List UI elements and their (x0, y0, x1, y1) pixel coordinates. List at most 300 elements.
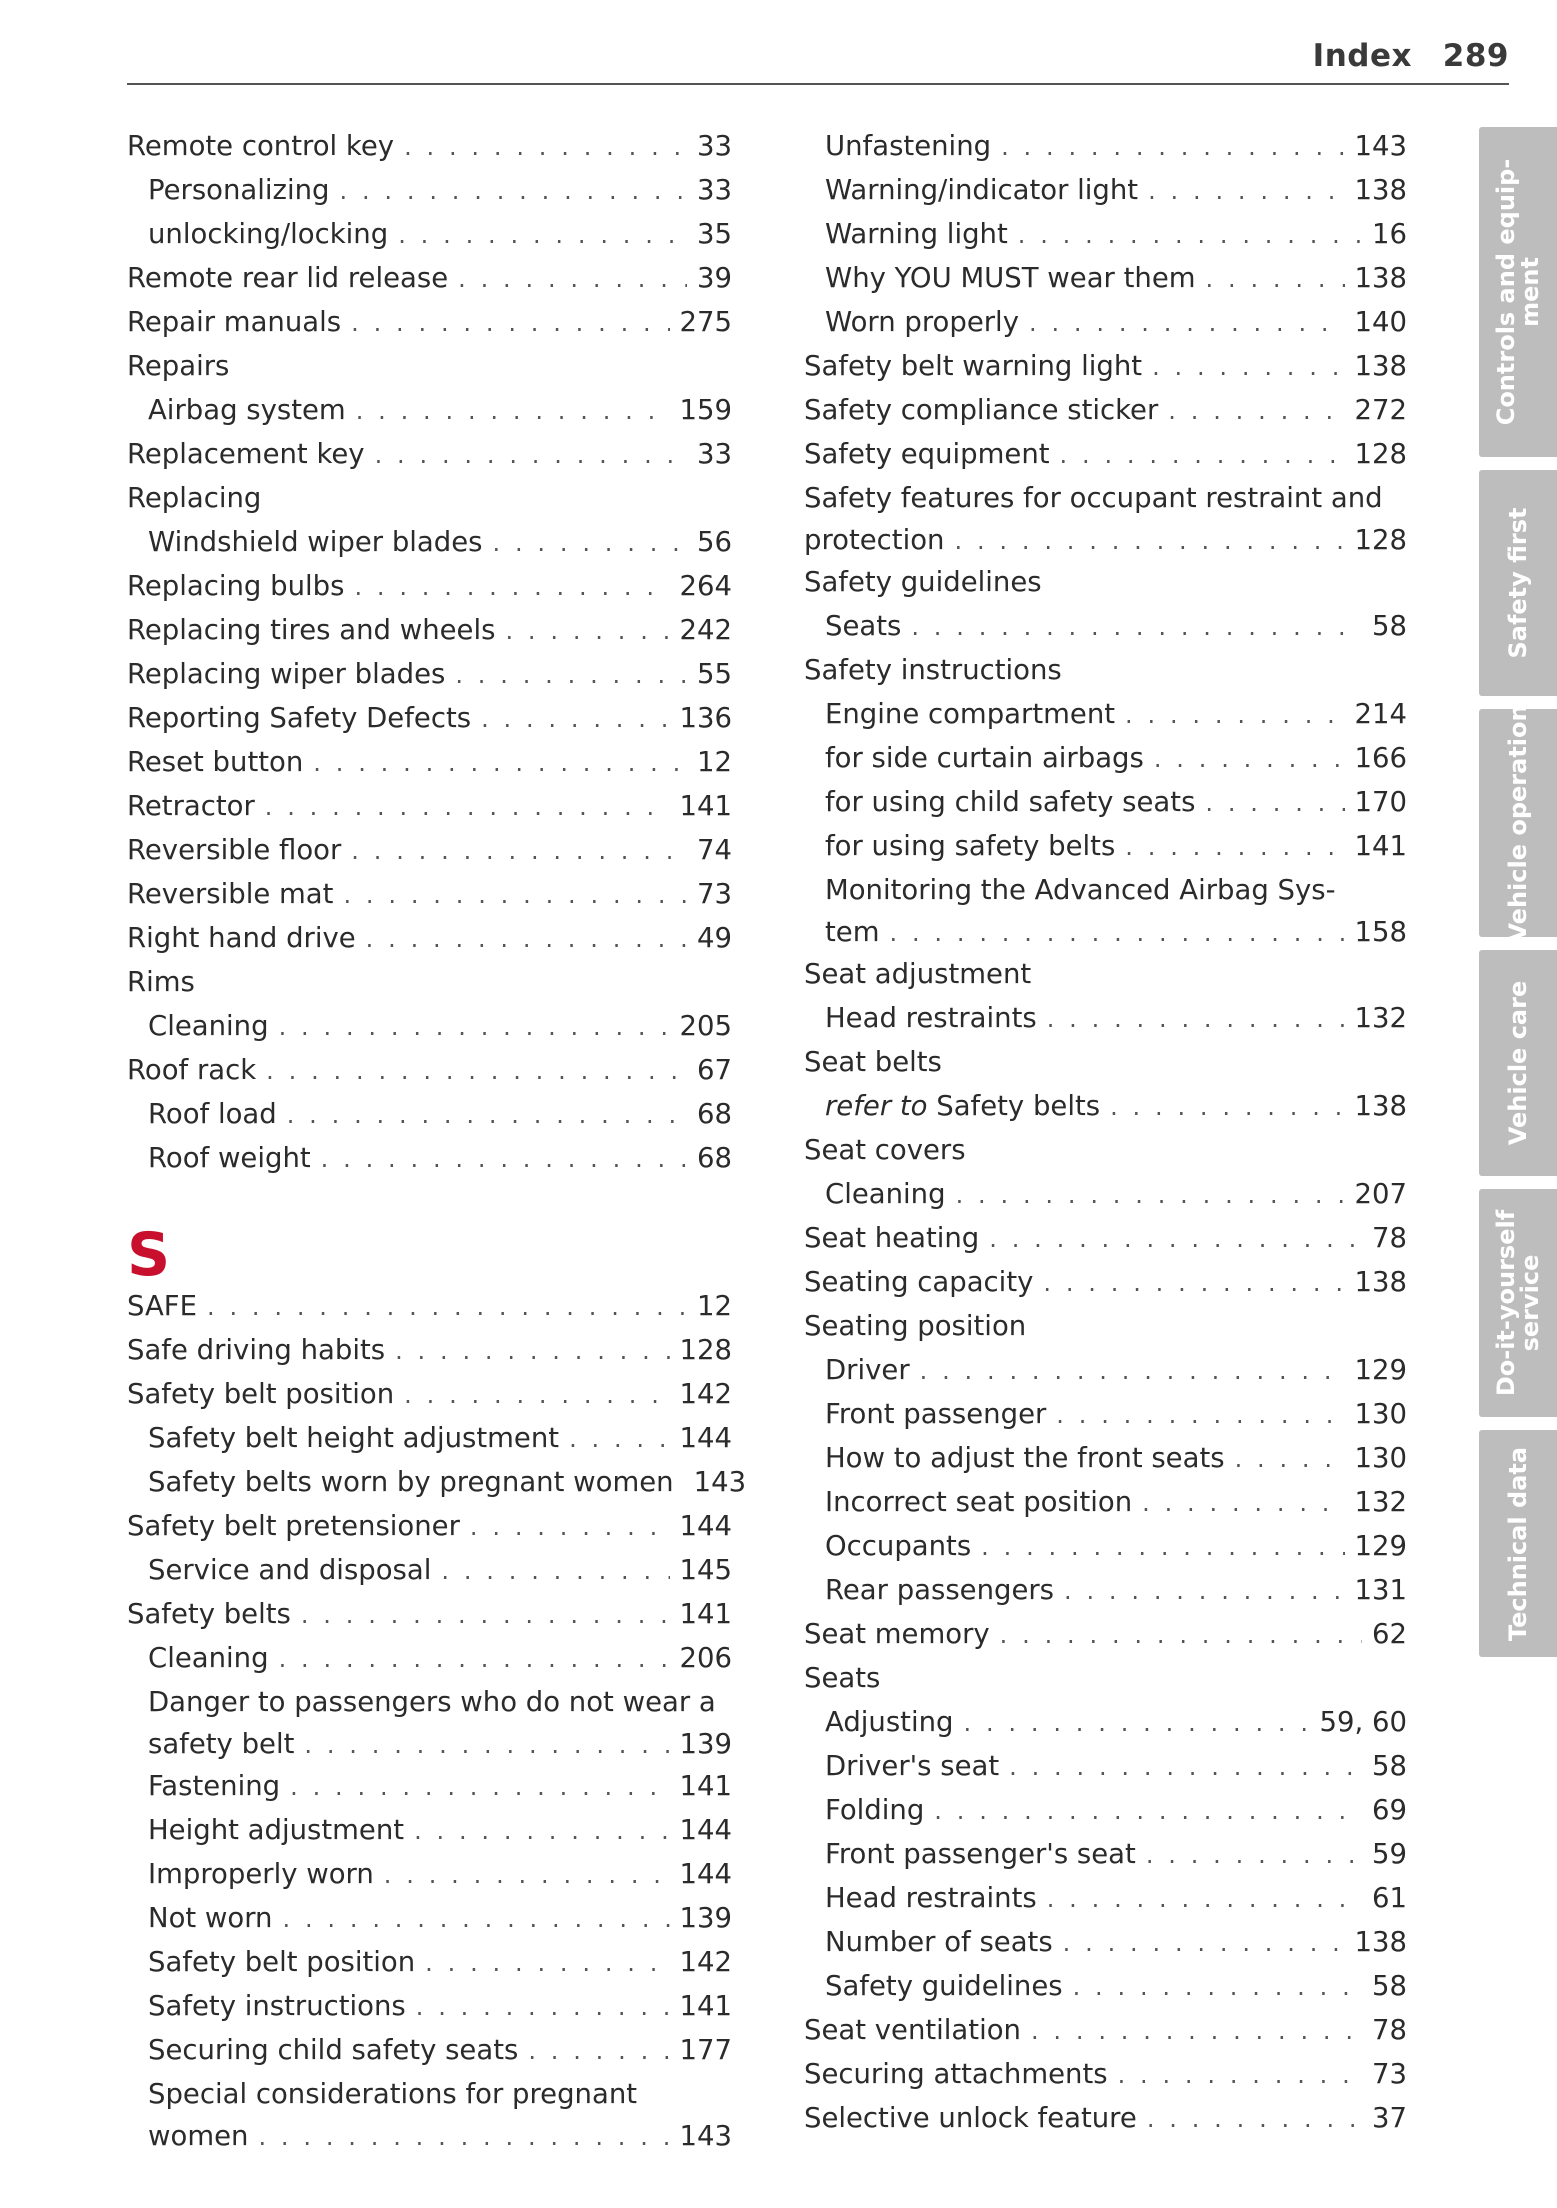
index-entry (127, 652, 732, 696)
entry-page-number: 242 (679, 614, 732, 646)
dot-leader (351, 829, 687, 873)
entry-term-text: women (148, 2120, 249, 2152)
entry-term-text: Roof rack (127, 1054, 257, 1086)
dot-leader (1043, 1261, 1344, 1305)
entry-term (804, 1656, 880, 1700)
entry-term (825, 1348, 910, 1392)
section-tab-label-line: Safety first (1504, 507, 1532, 659)
entry-page-number: 129 (1354, 1530, 1407, 1562)
dot-leader (481, 697, 669, 741)
entry-term (804, 1216, 979, 1260)
entry-term (825, 736, 1144, 780)
index-subentry (127, 2028, 732, 2072)
entry-term (148, 1136, 311, 1180)
dot-leader (1148, 169, 1344, 213)
entry-term (825, 168, 1138, 212)
entry-term-text: Safety instructions (148, 1990, 406, 2022)
entry-page-number: 68 (697, 1142, 732, 1174)
index-subentry (127, 1808, 732, 1852)
entry-page-number: 61 (1372, 1882, 1407, 1914)
entry-page-number: 33 (697, 130, 732, 162)
entry-term-text: Height adjustment (148, 1814, 405, 1846)
entry-term (825, 256, 1196, 300)
index-subentry (804, 256, 1407, 300)
index-subentry (127, 1896, 732, 1940)
entry-term-text: Airbag system (148, 394, 346, 426)
dot-leader (258, 2117, 669, 2157)
entry-term (148, 1636, 269, 1680)
index-subentry (804, 736, 1407, 780)
index-subentry (804, 1788, 1407, 1832)
entry-term-text: Fastening (148, 1770, 281, 1802)
entry-term-text: Safety belt position (127, 1378, 395, 1410)
entry-term-text: Seating position (804, 1310, 1027, 1342)
entry-page-number: 142 (679, 1946, 732, 1978)
dot-leader (1147, 2097, 1362, 2141)
entry-term (127, 564, 344, 608)
entry-term (825, 824, 1115, 868)
entry-page-number: 144 (679, 1814, 732, 1846)
letter-spacer (127, 1180, 732, 1196)
entry-term-text: Seat covers (804, 1134, 966, 1166)
index-entry (127, 784, 732, 828)
index-subentry (127, 1416, 732, 1460)
section-tab-label (1506, 507, 1530, 658)
entry-term (148, 1808, 404, 1852)
entry-term-text: Safety belts (936, 1090, 1101, 1122)
index-subentry (804, 1700, 1407, 1744)
entry-page-number: 37 (1372, 2102, 1407, 2134)
dot-leader (1142, 1481, 1344, 1525)
dot-leader (343, 873, 687, 917)
entry-term-text: Reset button (127, 746, 304, 778)
entry-term-text: protection (804, 524, 945, 556)
index-subentry (127, 520, 732, 564)
entry-term-text: Service and disposal (148, 1554, 432, 1586)
header-rule (127, 83, 1509, 85)
entry-page-number: 205 (679, 1010, 732, 1042)
index-entry (127, 1284, 732, 1328)
entry-term (148, 1724, 294, 1764)
dot-leader (279, 1005, 670, 1049)
entry-page-number: 33 (697, 174, 732, 206)
dot-leader (1009, 1745, 1362, 1789)
entry-term-text: Adjusting (825, 1706, 954, 1738)
dot-leader (265, 785, 670, 829)
index-entry (804, 2008, 1407, 2052)
index-subentry (804, 1744, 1407, 1788)
dot-leader (313, 741, 687, 785)
entry-term-text: Monitoring the Advanced Airbag Sys- (825, 874, 1336, 906)
dot-leader (375, 433, 687, 477)
dot-leader (301, 1593, 670, 1637)
entry-term (148, 1940, 415, 1984)
entry-term-text: Seat ventilation (804, 2014, 1021, 2046)
entry-page-number: 73 (697, 878, 732, 910)
entry-page-number: 141 (679, 1990, 732, 2022)
index-entry (127, 696, 732, 740)
entry-term-text: Safety belts (127, 1598, 291, 1630)
dot-leader (1118, 2053, 1362, 2097)
dot-leader (1125, 825, 1344, 869)
section-tab-label-line: Technical data (1504, 1446, 1532, 1641)
entry-page-number: 16 (1372, 218, 1407, 250)
index-entry (804, 1304, 1407, 1348)
entry-page-number: 138 (1354, 1090, 1407, 1122)
entry-page-number: 136 (679, 702, 732, 734)
entry-term (804, 2096, 1137, 2140)
entry-term-text: Safe driving habits (127, 1334, 386, 1366)
entry-page-number: 69 (1372, 1794, 1407, 1826)
index-entry (804, 344, 1407, 388)
index-entry (804, 388, 1407, 432)
section-tab[interactable] (1479, 1430, 1557, 1657)
index-subentry (804, 1436, 1407, 1480)
entry-term-text: Warning light (825, 218, 1008, 250)
entry-term (127, 124, 394, 168)
dot-leader (1073, 1965, 1362, 2009)
dot-leader (416, 1985, 670, 2029)
index-subentry (804, 1876, 1407, 1920)
entry-term (127, 300, 341, 344)
entry-term-text: Repair manuals (127, 306, 342, 338)
dot-leader (287, 1093, 687, 1137)
dot-leader (290, 1765, 669, 1809)
entry-term (825, 692, 1115, 736)
dot-leader (492, 521, 687, 565)
index-entry (804, 560, 1407, 604)
dot-leader (569, 1417, 669, 1461)
entry-page-number: 159 (679, 394, 732, 426)
entry-term (148, 212, 388, 256)
entry-term-prefix: refer to (825, 1090, 928, 1122)
entry-page-number: 78 (1372, 1222, 1407, 1254)
index-subentry (127, 1724, 732, 1764)
entry-term (127, 1372, 394, 1416)
entry-term-text: Safety instructions (804, 654, 1062, 686)
entry-page-number: 138 (1354, 174, 1407, 206)
entry-term (127, 916, 356, 960)
entry-term (127, 1328, 385, 1372)
dot-leader (1047, 997, 1345, 1041)
entry-page-number: 142 (679, 1378, 732, 1410)
index-subentry (127, 388, 732, 432)
entry-term-text: Reporting Safety Defects (127, 702, 472, 734)
entry-term (804, 1304, 1026, 1348)
index-subentry (804, 1172, 1407, 1216)
entry-page-number: 78 (1372, 2014, 1407, 2046)
section-tab-label (1506, 704, 1530, 941)
entry-term-text: Not worn (148, 1902, 273, 1934)
section-tab[interactable] (1479, 127, 1557, 457)
entry-term (127, 652, 445, 696)
entry-term-text: Folding (825, 1794, 925, 1826)
index-subentry (127, 1136, 732, 1180)
entry-page-number: 33 (697, 438, 732, 470)
section-tab-label-line: Vehicle care (1504, 980, 1532, 1146)
index-entry (127, 564, 732, 608)
dot-leader (354, 565, 669, 609)
entry-term (804, 648, 1062, 692)
entry-term-text: Securing attachments (804, 2058, 1108, 2090)
entry-page-number: 59, 60 (1319, 1706, 1407, 1738)
entry-page-number: 129 (1354, 1354, 1407, 1386)
dot-leader (1018, 213, 1362, 257)
entry-page-number: 141 (679, 1770, 732, 1802)
entry-page-number: 73 (1372, 2058, 1407, 2090)
entry-term-text: Replacing (127, 482, 262, 514)
entry-term (148, 2072, 637, 2116)
index-entry (127, 1592, 732, 1636)
entry-page-number: 144 (679, 1858, 732, 1890)
entry-term-text: Safety belts worn by pregnant women (148, 1466, 674, 1498)
entry-page-number: 130 (1354, 1398, 1407, 1430)
entry-term-text: Roof load (148, 1098, 277, 1130)
entry-term (127, 256, 448, 300)
index-subentry (804, 1392, 1407, 1436)
entry-page-number: 166 (1354, 742, 1407, 774)
entry-term (127, 828, 341, 872)
entry-term-text: Driver (825, 1354, 910, 1386)
dot-leader (425, 1941, 669, 1985)
index-subentry (127, 2072, 732, 2116)
index-subentry (127, 168, 732, 212)
entry-term-text: Reversible mat (127, 878, 334, 910)
index-entry (804, 2096, 1407, 2140)
index-subentry (127, 1680, 732, 1724)
entry-term-text: for side curtain airbags (825, 742, 1144, 774)
entry-page-number: 128 (679, 1334, 732, 1366)
entry-term-text: Seats (825, 610, 902, 642)
dot-leader (279, 1637, 670, 1681)
entry-page-number: 170 (1354, 786, 1407, 818)
entry-page-number: 143 (1354, 130, 1407, 162)
entry-term-text: Seating capacity (804, 1266, 1034, 1298)
section-tab-label-line: Do-it-yourself (1492, 1209, 1520, 1397)
entry-term-text: Front passenger's seat (825, 1838, 1136, 1870)
entry-page-number: 139 (679, 1902, 732, 1934)
section-tab[interactable] (1479, 950, 1557, 1176)
entry-term (148, 1764, 280, 1808)
entry-term (804, 344, 1142, 388)
index-entry (127, 1504, 732, 1548)
dot-leader (441, 1549, 669, 1593)
entry-page-number: 58 (1372, 1970, 1407, 2002)
dot-leader (404, 1373, 669, 1417)
entry-term (825, 212, 1008, 256)
entry-term (127, 740, 303, 784)
entry-term-text: How to adjust the front seats (825, 1442, 1225, 1474)
index-subentry (804, 1832, 1407, 1876)
entry-term-text: Roof weight (148, 1142, 311, 1174)
index-entry (127, 432, 732, 476)
entry-term-text: Incorrect seat position (825, 1486, 1133, 1518)
index-subentry (804, 300, 1407, 344)
section-tab[interactable] (1479, 704, 1557, 942)
index-entry (127, 1328, 732, 1372)
entry-page-number: 141 (1354, 830, 1407, 862)
dot-leader (1047, 1877, 1362, 1921)
dot-leader (1125, 693, 1344, 737)
dot-leader (1056, 1393, 1344, 1437)
dot-leader (455, 653, 687, 697)
dot-leader (981, 1525, 1344, 1569)
entry-page-number: 58 (1372, 1750, 1407, 1782)
entry-term-text: Reversible floor (127, 834, 342, 866)
entry-term-text: Driver's seat (825, 1750, 1000, 1782)
entry-page-number: 275 (679, 306, 732, 338)
index-subentry (804, 604, 1407, 648)
entry-term-text: Right hand drive (127, 922, 356, 954)
section-tab[interactable] (1479, 1189, 1557, 1417)
section-tab-label (1494, 159, 1542, 426)
entry-term (148, 1896, 273, 1940)
entry-term (804, 1612, 990, 1656)
dot-leader (404, 125, 687, 169)
entry-page-number: 131 (1354, 1574, 1407, 1606)
section-tab-label (1506, 1446, 1530, 1640)
dot-leader (1152, 345, 1344, 389)
entry-term-text: for using child safety seats (825, 786, 1196, 818)
entry-term-text: Cleaning (148, 1642, 269, 1674)
entry-term-text: Seat memory (804, 1618, 990, 1650)
index-subentry (127, 1984, 732, 2028)
entry-term (127, 784, 255, 828)
entry-term (148, 1416, 559, 1460)
dot-leader (911, 605, 1362, 649)
entry-term (148, 168, 330, 212)
entry-term-text: Retractor (127, 790, 255, 822)
entry-term (825, 1480, 1132, 1524)
entry-term-text: for using safety belts (825, 830, 1116, 862)
entry-page-number: 206 (679, 1642, 732, 1674)
entry-page-number: 56 (697, 526, 732, 558)
dot-leader (414, 1809, 669, 1853)
entry-term (825, 868, 1336, 912)
index-subentry (127, 1764, 732, 1808)
dot-leader (1029, 301, 1345, 345)
index-entry (127, 344, 732, 388)
index-column-right (804, 124, 1407, 2140)
index-entry (804, 1612, 1407, 1656)
entry-term (825, 124, 991, 168)
entry-term (804, 520, 944, 560)
entry-term (148, 1004, 269, 1048)
entry-term-text: Remote rear lid release (127, 262, 449, 294)
entry-page-number: 130 (1354, 1442, 1407, 1474)
entry-page-number: 214 (1354, 698, 1407, 730)
index-subentry (127, 1852, 732, 1896)
entry-term (804, 476, 1383, 520)
entry-page-number: 138 (1354, 1926, 1407, 1958)
entry-term-text: Head restraints (825, 1882, 1037, 1914)
entry-term-text: Repairs (127, 350, 230, 382)
entry-term (825, 780, 1195, 824)
dot-leader (1168, 389, 1344, 433)
index-entry (804, 1656, 1407, 1700)
entry-term (804, 1128, 966, 1172)
index-entry (804, 520, 1407, 560)
dot-leader (505, 609, 669, 653)
page-number: 289 (1442, 38, 1509, 74)
entry-term-text: Front passenger (825, 1398, 1047, 1430)
index-entry (127, 1048, 732, 1092)
entry-term-text: Safety belt height adjustment (148, 1422, 560, 1454)
entry-term-text: Special considerations for pregnant (148, 2078, 638, 2110)
entry-term (825, 912, 880, 952)
entry-term-text: Danger to passengers who do not wear a (148, 1686, 716, 1718)
entry-term-text: Cleaning (148, 1010, 269, 1042)
entry-page-number: 138 (1354, 262, 1407, 294)
dot-leader (398, 213, 687, 257)
entry-term (148, 1548, 431, 1592)
index-entry (804, 1040, 1407, 1084)
index-subentry (804, 780, 1407, 824)
entry-page-number: 143 (693, 1466, 747, 1498)
entry-term (127, 344, 229, 388)
index-subentry (804, 168, 1407, 212)
entry-page-number: 58 (1372, 610, 1407, 642)
index-letter-heading: S (127, 1220, 171, 1290)
entry-page-number: 207 (1354, 1178, 1407, 1210)
entry-page-number: 141 (679, 790, 732, 822)
entry-term-text: Safety guidelines (825, 1970, 1063, 2002)
entry-term-text: Remote control key (127, 130, 395, 162)
index-entry (804, 1260, 1407, 1304)
entry-page-number: 145 (679, 1554, 732, 1586)
index-subentry (804, 824, 1407, 868)
section-tab[interactable] (1479, 470, 1557, 696)
entry-term (148, 1460, 674, 1504)
entry-term (825, 1832, 1136, 1876)
entry-term (804, 1260, 1033, 1304)
entry-term (127, 1504, 460, 1548)
entry-page-number: 177 (679, 2034, 732, 2066)
entry-term (127, 608, 495, 652)
entry-page-number: 138 (1354, 1266, 1407, 1298)
entry-term-text: tem (825, 916, 880, 948)
index-subentry (804, 868, 1407, 912)
index-entry (127, 740, 732, 784)
entry-term (804, 2052, 1108, 2096)
entry-term-text: Safety compliance sticker (804, 394, 1159, 426)
entry-term-text: Selective unlock feature (804, 2102, 1137, 2134)
entry-page-number: 12 (697, 746, 732, 778)
entry-term (148, 2116, 248, 2156)
dot-leader (384, 1853, 670, 1897)
entry-term-text: Seat heating (804, 1222, 980, 1254)
index-subentry (804, 1524, 1407, 1568)
entry-term-text: Windshield wiper blades (148, 526, 483, 558)
entry-term-text: SAFE (127, 1290, 197, 1322)
entry-page-number: 144 (679, 1422, 732, 1454)
entry-term-text: Safety equipment (804, 438, 1050, 470)
dot-leader (1146, 1833, 1362, 1877)
index-subentry (127, 1940, 732, 1984)
index-subentry (804, 996, 1407, 1040)
entry-term (148, 1092, 277, 1136)
entry-term (804, 388, 1158, 432)
index-subentry (127, 2116, 732, 2156)
entry-term-text: Improperly worn (148, 1858, 374, 1890)
index-entry (127, 124, 732, 168)
entry-term-text: Safety guidelines (804, 566, 1042, 598)
index-entry (127, 608, 732, 652)
dot-leader (1064, 1569, 1344, 1613)
index-subentry (804, 1348, 1407, 1392)
dot-leader (1235, 1437, 1345, 1481)
section-tab-label (1506, 981, 1530, 1145)
